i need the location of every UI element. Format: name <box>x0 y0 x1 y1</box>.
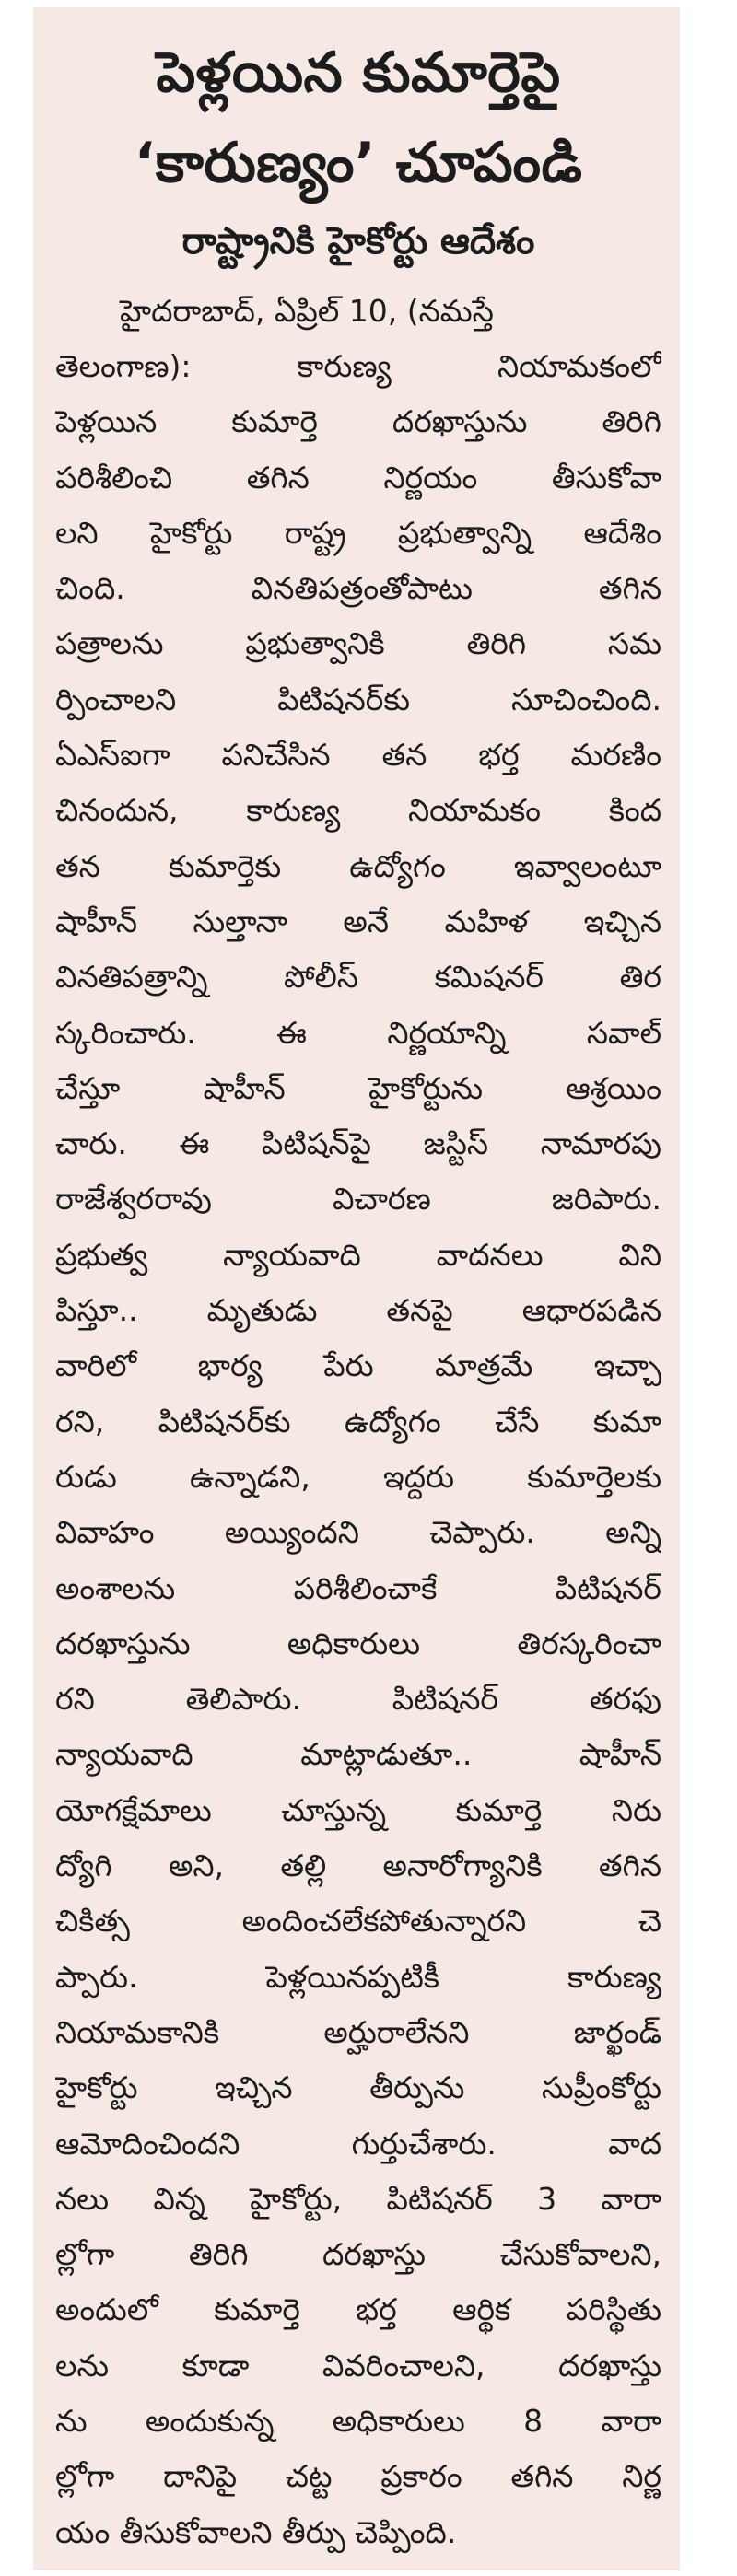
body-line: చికిత్స అందించలేకపోతున్నారని చె <box>55 1903 661 1940</box>
body-line: పిస్తూ.. మృతుడు తనపై ఆధారపడిన <box>55 1292 661 1329</box>
body-line: ర్పించాలని పిటిషనర్‌కు సూచించింది. <box>55 681 661 717</box>
body-line: స్కరించారు. ఈ నిర్ణయాన్ని సవాల్ <box>55 1014 661 1051</box>
dateline: హైదరాబాద్, ఏప్రిల్ 10, (నమస్తే <box>120 293 494 329</box>
body-line: యోగక్షేమాలు చూస్తున్న కుమార్తె నిరు <box>55 1791 661 1828</box>
body-line: వారిలో భార్య పేరు మాత్రమే ఇచ్చా <box>55 1347 661 1384</box>
body-line: పరిశీలించి తగిన నిర్ణయం తీసుకోవా <box>55 459 661 495</box>
body-line: ల్లోగా దానిపై చట్ట ప్రకారం తగిన నిర్ణ <box>55 2458 661 2495</box>
headline <box>55 28 661 208</box>
body-line: నియామకానికి అర్హురాలేనని జార్ఖండ్ <box>55 2013 661 2050</box>
body-line: ఏఎస్ఐగా పనిచేసిన తన భర్త మరణిం <box>55 737 661 774</box>
body-line: అంశాలను పరిశీలించాకే పిటిషనర్ <box>55 1569 661 1606</box>
body-line: షాహీన్ సుల్తానా అనే మహిళ ఇచ్చిన <box>55 903 661 939</box>
body-line: ను అందుకున్న అధికారులు 8 వారా <box>55 2402 661 2439</box>
body-line: నలు విన్న హైకోర్టు, పిటిషనర్ 3 వారా <box>55 2180 661 2217</box>
body-line: వివాహం అయ్యిందని చెప్పారు. అన్ని <box>55 1514 661 1551</box>
body-line: లను కూడా వివరించాలని, దరఖాస్తు <box>55 2347 661 2384</box>
body-line: రని తెలిపారు. పిటిషనర్ తరఫు <box>55 1681 661 1718</box>
body-line: రాజేశ్వరరావు విచారణ జరిపారు. <box>55 1181 661 1218</box>
body-line: లని హైకోర్టు రాష్ట్ర ప్రభుత్వాన్ని ఆదేశిం <box>55 514 661 551</box>
body-line: హైకోర్టు ఇచ్చిన తీర్పును సుప్రీంకోర్టు <box>55 2069 661 2106</box>
body-line: అందులో కుమార్తె భర్త ఆర్థిక పరిస్థితు <box>55 2291 661 2328</box>
body-line: తెలంగాణ): కారుణ్య నియామకంలో <box>55 348 661 384</box>
body-line: రని, పిటిషనర్‌కు ఉద్యోగం చేసే కుమా <box>55 1403 661 1440</box>
subheadline: రాష్ట్రానికి హైకోర్టు ఆదేశం <box>181 220 535 262</box>
body-line: ప్రభుత్వ న్యాయవాది వాదనలు విని <box>55 1236 661 1273</box>
body-line: పెళ్లయిన కుమార్తె దరఖాస్తును తిరిగి <box>55 403 661 440</box>
body-line: పత్రాలను ప్రభుత్వానికి తిరిగి సమ <box>55 625 661 662</box>
body-line: రుడు ఉన్నాడని, ఇద్దరు కుమార్తెలకు <box>55 1458 661 1495</box>
body-line: ఆమోదించిందని గుర్తుచేశారు. వాద <box>55 2125 661 2162</box>
body-line: తన కుమార్తెకు ఉద్యోగం ఇవ్వాలంటూ <box>55 847 661 884</box>
body-line: చినందున, కారుణ్య నియామకం కింద <box>55 792 661 829</box>
body-line: వినతిపత్రాన్ని పోలీస్ కమిషనర్ తిర <box>55 959 661 996</box>
headline-line-2: ‘కారుణ్యం’ చూపండి <box>134 131 583 195</box>
newspaper-clipping <box>33 7 680 2570</box>
body-line: ప్పారు. పెళ్లయినప్పటికీ కారుణ్య <box>55 1958 661 1995</box>
body-line: చేస్తూ షాహీన్ హైకోర్టును ఆశ్రయిం <box>55 1069 661 1106</box>
body-line: ల్లోగా తిరిగి దరఖాస్తు చేసుకోవాలని, <box>55 2236 661 2273</box>
body-line: చింది. వినతిపత్రంతోపాటు తగిన <box>55 570 661 607</box>
body-line: చారు. ఈ పిటిషన్‌పై జస్టిస్ నామారపు <box>55 1125 661 1162</box>
body-line: ద్యోగి అని, తల్లి అనారోగ్యానికి తగిన <box>55 1847 661 1884</box>
body-line: యం తీసుకోవాలని తీర్పు చెప్పింది. <box>55 2513 457 2550</box>
body-line: న్యాయవాది మాట్లాడుతూ.. షాహీన్ <box>55 1736 661 1773</box>
article-body <box>55 339 661 2560</box>
headline-line-1: పెళ్లయిన కుమార్తెపై <box>156 41 561 105</box>
body-line: దరఖాస్తును అధికారులు తిరస్కరించా <box>55 1625 661 1661</box>
